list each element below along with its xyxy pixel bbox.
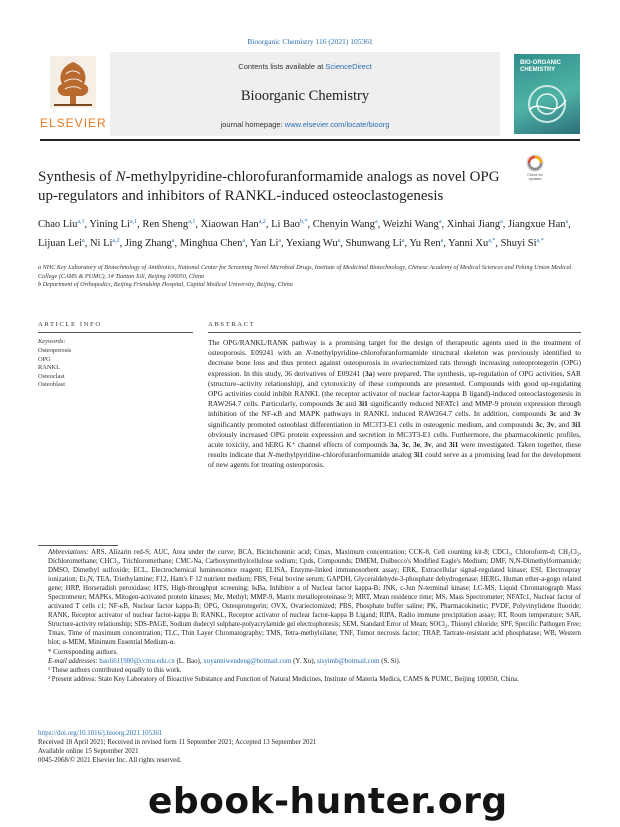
title-part2: -methylpyridine-chlorofuranformamide analogs as novel OPG up-regulators and inhibitors of RANKL-induced osteoclastogenesis	[38, 169, 500, 204]
title-italic: N	[115, 169, 126, 185]
email-label: E-mail addresses:	[48, 657, 100, 665]
author[interactable]	[90, 238, 120, 249]
author-affiliation-mark: a	[82, 238, 85, 244]
cover-artwork-icon	[522, 80, 572, 128]
author[interactable]	[346, 238, 405, 249]
author-affiliation-mark: a	[500, 219, 503, 225]
author-name: Jing Zhang	[124, 238, 172, 249]
homepage-prefix: journal homepage:	[220, 120, 285, 129]
author-name: Shuyi Si	[500, 238, 537, 249]
watermark-text: ebook-hunter.org	[148, 781, 508, 822]
abstract-run: ,	[420, 440, 425, 450]
journal-reference[interactable]: Bioorganic Chemistry 116 (2021) 105361	[247, 37, 373, 46]
author[interactable]	[250, 238, 281, 249]
abstract-run: and	[556, 409, 574, 419]
author-name: Li Bao	[271, 219, 300, 230]
online-date: Available online 15 September 2021	[38, 748, 139, 755]
check-for-updates-badge[interactable]	[521, 153, 549, 187]
keyword: Osteoporosis	[38, 347, 72, 354]
author[interactable]	[89, 219, 137, 230]
email-owner: (L. Bao),	[174, 657, 204, 665]
author-name: Minghua Chen	[179, 238, 243, 249]
compound-ref: 3c	[549, 409, 557, 419]
abstract-run: were investigated. Taken together, these results indicate that	[208, 440, 581, 460]
email-note	[38, 657, 581, 666]
journal-cover[interactable]	[514, 54, 580, 134]
author-name: Xiaowan Han	[200, 219, 259, 230]
abstract-run: obviously increased OPG protein expression and secretion in MC3T3-E1 cells. Furthermore, the pharmacokinetic profiles, acute toxicity, and hERG K⁺ channel effects of compounds	[208, 429, 581, 450]
author[interactable]	[38, 219, 85, 230]
author[interactable]	[508, 219, 568, 230]
compound-ref: 3a	[364, 368, 373, 378]
cover-title: BIO-ORGANIC CHEMISTRY	[520, 60, 561, 73]
check-updates-label: Check for updates	[527, 173, 543, 181]
author[interactable]	[448, 238, 495, 249]
email-owner: (S. Si).	[379, 657, 401, 665]
author-affiliation-mark: a	[401, 238, 405, 244]
affiliation-b: b Department of Orthopedics, Beijing Friendship Hospital, Capital Medical University, Beijing, China	[38, 281, 293, 289]
doi-link[interactable]: https://doi.org/10.1016/j.bioorg.2021.105361	[38, 730, 163, 737]
author-name: Xinhai Jiang	[446, 219, 501, 230]
abstract-rule	[208, 332, 581, 333]
compound-ref: 3v	[546, 419, 555, 429]
contents-prefix: Contents lists available at	[238, 62, 326, 71]
author[interactable]	[125, 238, 175, 249]
author-affiliation-mark: a,2	[258, 219, 266, 225]
abstract-run: ,	[408, 440, 414, 450]
publication-info	[38, 729, 581, 765]
author[interactable]	[409, 238, 443, 249]
homepage-link[interactable]: www.elsevier.com/locate/bioorg	[284, 120, 390, 129]
corresponding-note: * Corresponding authors.	[48, 648, 118, 656]
contents-line	[110, 62, 500, 71]
masthead	[40, 52, 580, 136]
article-title	[38, 168, 508, 206]
author-affiliation-mark: a,1	[129, 219, 138, 225]
abstract-run: The OPG/RANKL/RANK pathway is a promising target for the design of therapeutic agents used in the treatment of osteoporosis. E09241 with an	[208, 338, 581, 358]
email-link[interactable]: xuyanniwendeng@hotmail.com	[203, 657, 292, 665]
abstract-heading: ABSTRACT	[208, 321, 256, 328]
abstract-run: significantly reduced NFATc1 and MMP-9 protein expression through inhibition of the NF-κB and MAPK pathways in RANKL induced RAW264.7 cells. In addition, compounds	[208, 399, 582, 419]
author[interactable]	[142, 219, 195, 230]
author-name: Yexiang Wu	[285, 238, 338, 249]
abbreviations-label: Abbreviations:	[48, 549, 89, 556]
footnote-rule	[38, 545, 118, 546]
author[interactable]	[201, 219, 266, 230]
author-affiliation-mark: a	[171, 238, 175, 244]
author-name: Lijuan Lei	[38, 238, 83, 249]
author-name: Chao Liu	[38, 219, 78, 230]
sciencedirect-link[interactable]: ScienceDirect	[325, 62, 372, 71]
compound-ref: 3i1	[413, 450, 424, 460]
author-list: Chao Liu$^{a,1}$, Yining Li$^{a,1}$, Ren Sheng$^{a,1}$, Xiaowan Han$^{a,2}$, Li Bao$^{b,*}$, Chenyin Wang$^a$, Weizhi Wang$^a$, Xinhai Jiang$^a$, Jiangxue Han$^a$, Lijuan Lei$^a$, Ni Li$^{a,2}$, Jing Zhang$^a$, Minghua Chen$^a$, Yan Li$^a$, Yexiang Wu$^a$, Shunwang Li$^a$, Yu Ren$^a$, Yanni $Xu^{a,*}$, Shuyi $Si^{a,*}$	[38, 219, 571, 249]
copyright-line: 0045-2068/© 2021 Elsevier Inc. All rights reserved.	[38, 757, 182, 764]
author-name: Chenyin Wang	[312, 219, 375, 230]
author-name: Shunwang Li	[345, 238, 402, 249]
author-name: Ren Sheng	[142, 219, 189, 230]
email-link[interactable]: baoli611980@ccmu.edu.cn	[99, 657, 175, 665]
check-updates-icon	[521, 153, 549, 173]
author[interactable]	[38, 238, 85, 249]
affiliations	[38, 264, 578, 290]
keyword: Osteoblast	[38, 381, 65, 389]
present-address-note: ² Present address: State Key Laboratory of Bioactive Substance and Function of Natural Medicines, Institute of Materia Medica, CAMS & PUMC, Beijing 100050, China.	[48, 675, 519, 683]
compound-ref: 3i1	[571, 419, 581, 429]
abstract-italic: N	[305, 348, 311, 358]
author[interactable]	[447, 219, 503, 230]
author-name: Yining Li	[89, 219, 130, 230]
abstract-run: significantly promoted osteoblast differentiation in MC3T3-E1 cells in osteogenic medium, and compounds	[208, 419, 536, 429]
author-affiliation-mark: a,1	[77, 219, 85, 225]
author-affiliation-mark: a,*	[536, 238, 544, 244]
author-affiliation-mark: a	[438, 219, 442, 225]
abstract-run: , and	[431, 440, 449, 450]
elsevier-logo[interactable]	[40, 56, 106, 132]
compound-ref: 3v	[424, 440, 432, 450]
author[interactable]	[501, 238, 544, 249]
compound-ref: 3c	[535, 419, 543, 429]
author-affiliation-mark: a,2	[112, 238, 120, 244]
abstract-run: ,	[542, 419, 547, 429]
author[interactable]	[271, 219, 307, 230]
journal-header-band	[110, 52, 500, 136]
abstract-run: -methylpyridine-chlorofuranformamide structural skeleton was previously identified to decrease bone loss and thus protect against osteoporosis in ovariectomized rats through increasing osteoprotegerin (OPG) expression. In this study, 36 derivatives of E09241 (	[208, 348, 581, 378]
author[interactable]	[286, 238, 340, 249]
author-affiliation-mark: a	[278, 238, 282, 244]
abstract-italic: N	[267, 450, 273, 460]
homepage-line	[110, 120, 500, 129]
keyword: Osteoclast	[38, 372, 65, 380]
author-name: Yanni Xu	[448, 238, 489, 249]
author-affiliation-mark: a	[374, 219, 378, 225]
abstract-run: ) were prepared. The synthesis, up-regulation of OPG activities, SAR (structure–activity relationship), and cytotoxicity of these compounds are presented. Compounds with good up-regulating OPG activities could inhibit RANKL (the receptor activator of nuclear factor-kappa B ligand)-induced osteoclastogenesis in RAW264.7 cells. Particularly, compounds	[208, 368, 581, 409]
compound-ref: 3i1	[448, 440, 459, 450]
author-name: Yan Li	[249, 238, 279, 249]
equal-contribution-note: ¹ These authors contributed equally to this work.	[48, 666, 182, 674]
author[interactable]	[383, 219, 442, 230]
article-info-heading: ARTICLE INFO	[38, 321, 102, 328]
abstract-text	[208, 338, 581, 471]
author[interactable]	[180, 238, 245, 249]
received-dates: Received 18 April 2021; Received in revised form 11 September 2021; Accepted 13 September 2021	[38, 739, 317, 746]
compound-ref: 3i1	[358, 399, 368, 409]
abbreviations-note	[38, 548, 581, 648]
abbreviations-text: ARS, Alizarin red-S; AUC, Area under the curve; BCA, Bicinchoninic acid; Cmax, Maximum concentration; CCK-8, Cell counting kit-8; CDCl₃, Chloroform-d; CH₂Cl₂, Dichloromethane; CHCl₃, Trichloromethane; CMC-Na, Carboxymethylcellulose sodium; Cpds, Compounds; DMEM, Dulbecco's Modified Eagle's Medium; DMF, N,N-Dimethylformamide; DMSO, Dimethyl sulfoxide; ECL, Electrochemical luminescence reagent; ELISA, Enzyme-linked immunosorbent assay; ERK, Extracellular signal-regulated kinase; ESI, Electrospray ionization; Et₃N, TEA, Triethylamine; F12, Ham's F 12 nutrient medium; FBS, Fetal bovine serum; GAPDH, Glyceraldehyde-3-phosphate dehydrogenase; HERG, Human ether-a-gogo related gene; HRP, Horseradish peroxidase; HTS, High-throughput screening; IκBa, Inhibitor a of Nuclear factor kappa-B; JNK, c-Jun N-terminal kinase; LC-MS, Liquid Chromatograph Mass Spectrometer; MAPKs, Mitogen-activated protein kinases; Me, Methyl; MMP-9, Matrix metalloproteinase 9; MRT, Mean residence time; MS, Mass Spectrometer; NFATc1, Nuclear factor of activated T cells c1; NF-κB, Nuclear factor kappa-B; OPG, Osteoprotegerin; OVX, Ovariectomized; PBS, Phosphate buffer saline; PK, Pharmacokinetic; PVDF, Polyvinylidene fluoride; RANK, Receptor activator of nuclear factor-kappa B; RANKL, Receptor activator of nuclear factor-kappa B Ligand; RIPA, Radio immune precipitation assay; RT, Room temperature; SAR, Structure-activity relationship; SDS-PAGE, Sodium dodecyl sulphate-polyacrylamide gel electrophoresis; SEM, Standard Error of Mean; SOCl₂, Thionyl chloride; SPF, Specific Pathogen Free; Tmax, Time of maximum concentration; TLC, Thin Layer Chromatography; TMS, Tetra-methylsilane; TNF, Tumor necrosis factor; TRAP, Tartrate-resistant acid phosphatase; WB, Western blot; α-MEM, Minimum Essential Medium-α.	[48, 549, 581, 647]
author-affiliation-mark: a	[337, 238, 341, 244]
author-name: Ni Li	[89, 238, 113, 249]
author-name: Weizhi Wang	[382, 219, 439, 230]
compound-ref: 3v	[573, 409, 581, 419]
author-affiliation-mark: a,1	[188, 219, 196, 225]
email-owner: (Y. Xu),	[291, 657, 318, 665]
keyword: RANKL	[38, 364, 61, 372]
masthead-divider	[40, 139, 580, 141]
author-name: Yu Ren	[409, 238, 441, 249]
article-info-rule	[38, 332, 193, 333]
affiliation-a: a NHC Key Laboratory of Biotechnology of Antibiotics, National Center for Screening Novel Microbial Drugs, Institute of Medicinal Biotechnology, Chinese Academy of Medical Sciences and Peking Union Medical College (CAMS & PUMC), 1# Tiantan Xili, Beijing 100050, China	[38, 264, 572, 280]
abstract-run: could serve as a promising lead for the development of new agents for treating osteoporosis.	[208, 450, 581, 470]
compound-ref: 3c	[336, 399, 343, 409]
author-affiliation-mark: a,*	[488, 238, 496, 244]
author[interactable]	[313, 219, 378, 230]
keywords-label: Keywords:	[38, 338, 66, 345]
abstract-run: ,	[397, 440, 402, 450]
compound-ref: 3e	[413, 440, 420, 450]
publisher-name: ELSEVIER	[40, 116, 107, 130]
keyword: OPG	[38, 355, 51, 363]
author-affiliation-mark: a	[565, 219, 569, 225]
footnotes	[38, 548, 581, 684]
author-affiliation-mark: a	[242, 238, 246, 244]
keywords-list	[38, 347, 188, 390]
abstract-run: -methylpyridine-chlorofuranformamide analog	[272, 450, 414, 460]
author-name: Jiangxue Han	[508, 219, 566, 230]
title-part1: Synthesis of	[38, 169, 116, 185]
compound-ref: 3a	[390, 440, 398, 450]
elsevier-tree-icon	[50, 56, 96, 108]
compound-ref: 3c	[401, 440, 409, 450]
email-link[interactable]: sisyimb@hotmail.com	[317, 657, 380, 665]
journal-name: Bioorganic Chemistry	[240, 88, 370, 104]
abstract-run: and	[343, 399, 359, 409]
abstract-run: , and	[554, 419, 572, 429]
author-affiliation-mark: a	[440, 238, 444, 244]
author-affiliation-mark: b,*	[299, 219, 308, 225]
